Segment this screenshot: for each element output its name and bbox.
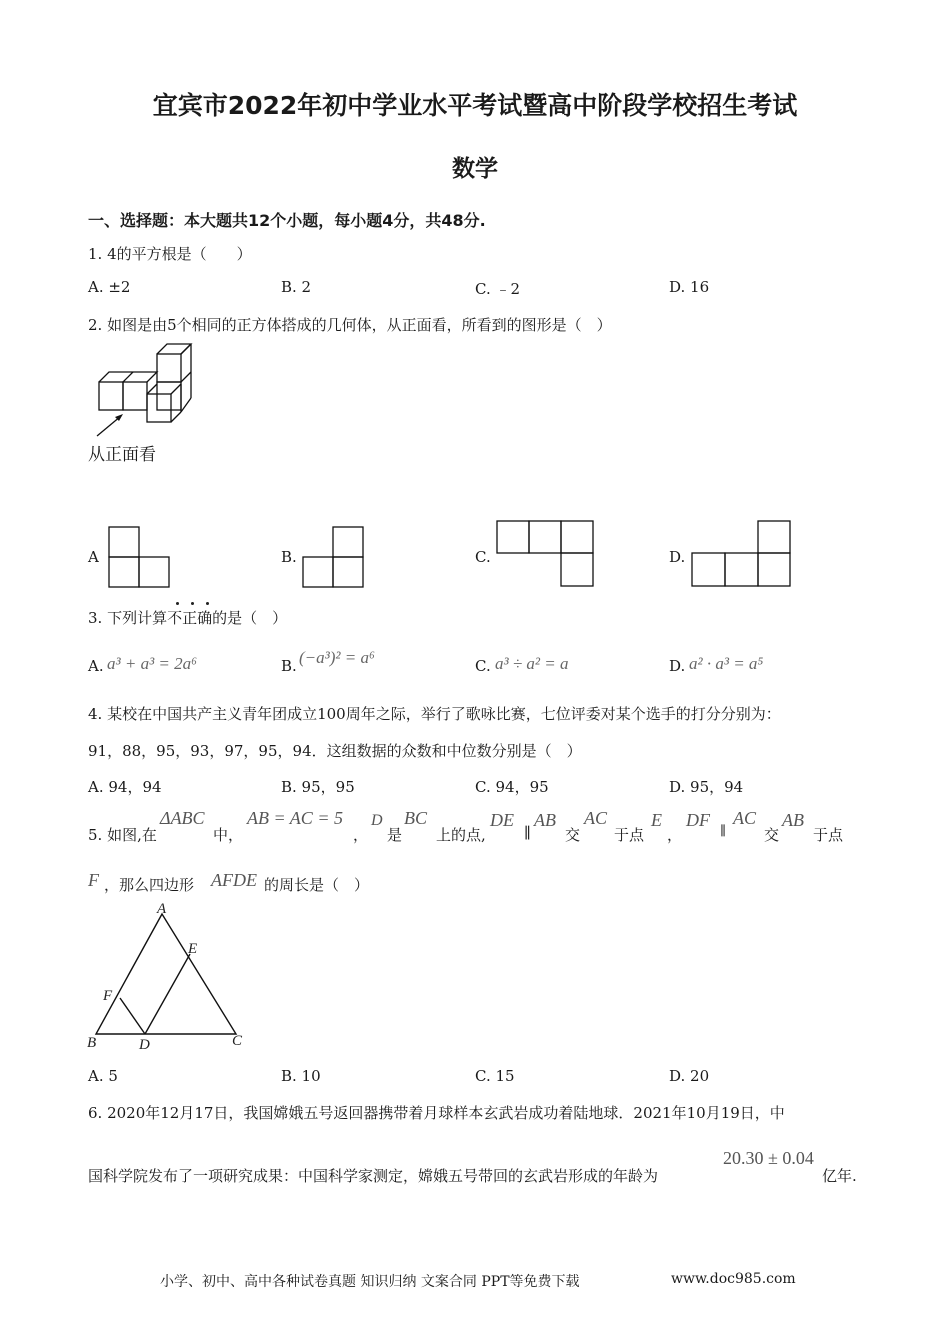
emphasis-dot [206,602,209,605]
q2-option-a-letter: A [88,548,99,566]
q5-option-c: C. 15 [475,1067,515,1085]
q5-math-ac2: AC [733,808,757,828]
q5-label-c: C [232,1033,243,1049]
q4-option-a: A. 94，94 [88,778,162,796]
q5-label-f: F [103,988,113,1004]
q5-text: 是 [387,826,403,844]
q5-math-ab: AB [534,810,556,830]
q4-option-c: C. 94，95 [475,778,549,796]
q6-line2: 国科学院发布了一项研究成果：中国科学家测定，嫦娥五号带回的玄武岩形成的年龄为 [88,1167,659,1185]
q5-option-d: D. 20 [669,1067,710,1085]
q3-option-a-letter: A. [88,657,104,675]
q5-text: ∥ [720,824,727,839]
footer-text: 小学、初中、高中各种试卷真题 知识归纳 文案合同 PPT等免费下载 [160,1274,580,1290]
q5-text: 于点 [614,826,645,844]
q2-option-d-figure [691,520,791,588]
emphasis-dot [176,602,179,605]
q5-text: 交 [764,826,780,844]
q3-option-b-formula: (−a³)² = a⁶ [299,648,375,667]
q5-math-ac: AC [584,808,608,828]
q4-stem-line2: 91，88，95，93，97，95，94．这组数据的众数和中位数分别是（ ） [88,742,582,760]
q6-line1: 6. 2020年12月17日，我国嫦娥五号返回器携带着月球样本玄武岩成功着陆地球．2021年10月19日，中 [88,1104,785,1122]
q5-math-quad: AFDE [211,870,257,890]
q5-math-bc: BC [404,808,428,828]
q3-option-a-formula: a³ + a³ = 2a⁶ [107,654,198,673]
q5-text: 的周长是（ ） [264,876,370,894]
q5-option-b: B. 10 [281,1067,321,1085]
q2-option-b-figure [302,526,364,588]
q3-option-c-formula: a³ ÷ a² = a [495,654,569,673]
subject-title: 数学 [452,156,498,182]
q3-option-d-formula: a² · a³ = a⁵ [689,654,764,673]
q3-stem: 3. 下列计算不正确的是（ ） [88,609,288,627]
q2-option-b-letter: B. [281,548,297,566]
q5-triangle-figure [84,900,254,1060]
q5-math-df: DF [686,810,710,830]
q5-text: ∥ [524,824,531,842]
q4-option-b: B. 95，95 [281,778,355,796]
q2-solid-figure [85,340,215,445]
q5-text: ， [667,826,683,844]
q2-stem: 2. 如图是由5个相同的正方体搭成的几何体，从正面看，所看到的图形是（ ） [88,316,612,334]
q1-option-b: B. 2 [281,278,312,296]
footer-link[interactable]: www.doc985.com [671,1271,796,1287]
q5-label-b: B [87,1035,97,1051]
page-title: 宜宾市2022年初中学业水平考试暨高中阶段学校招生考试 [152,91,798,120]
q5-label-d: D [139,1037,150,1053]
emphasis-dot [191,602,194,605]
q5-math-triangle: ΔABC [160,808,205,828]
q1-option-c: C. ﹣2 [475,280,521,298]
q3-option-b-letter: B. [281,657,297,675]
q5-math-f: F [88,870,99,890]
q6-value: 20.30 ± 0.04 [723,1148,814,1168]
q5-text: 中， [213,826,244,844]
q5-text: 于点 [813,826,844,844]
q5-label-a: A [157,901,167,917]
q5-text: ， [353,826,369,844]
q1-option-d: D. 16 [669,278,710,296]
q5-text: ，那么四边形 [104,876,195,894]
q5-option-a: A. 5 [88,1067,118,1085]
q1-option-a: A. ±2 [88,278,131,296]
q5-math-de: DE [490,810,514,830]
section-heading: 一、选择题：本大题共12个小题，每小题4分，共48分. [88,211,486,230]
q2-option-c-figure [496,520,594,588]
q5-text: 上的点, [436,826,486,844]
q2-figure-caption: 从正面看 [88,445,156,465]
q5-prefix: 5. 如图,在 [88,826,157,844]
q2-option-a-figure [108,526,170,588]
q6-unit: 亿年. [822,1167,857,1185]
q3-option-d-letter: D. [669,657,686,675]
q2-option-c-letter: C. [475,548,491,566]
q4-stem-line1: 4. 某校在中国共产主义青年团成立100周年之际，举行了歌咏比赛，七位评委对某个选手的打分分别为： [88,705,781,723]
q1-stem: 1. 4的平方根是（ ） [88,245,252,263]
q3-option-c-letter: C. [475,657,491,675]
q2-option-d-letter: D. [669,548,686,566]
q5-math-d: D [371,812,383,829]
q5-text: 交 [565,826,581,844]
q5-label-e: E [188,941,198,957]
q5-math-ab2: AB [782,810,804,830]
q5-math-e: E [651,810,662,830]
q5-math-eq: AB = AC = 5 [247,808,343,828]
q4-option-d: D. 95，94 [669,778,744,796]
